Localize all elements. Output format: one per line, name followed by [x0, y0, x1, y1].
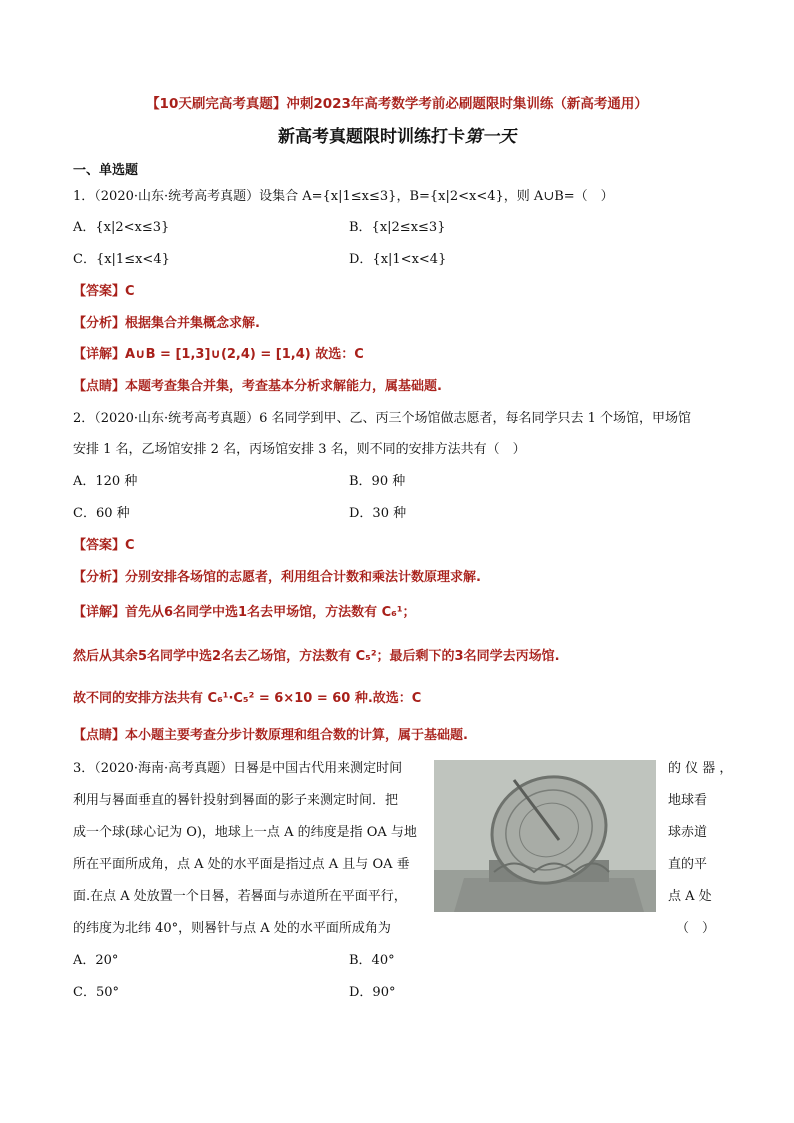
q3-option-d: D．90°: [349, 985, 396, 1000]
q2-analysis: 【分析】分别安排各场馆的志愿者，利用组合计数和乘法计数原理求解.: [73, 570, 481, 585]
q3-line5: 面.在点 A 处放置一个日晷，若晷面与赤道所在平面平行，: [73, 889, 407, 904]
q3-line2-right: 地球看: [668, 793, 708, 808]
q3-option-c: C．50°: [73, 985, 119, 1000]
q3-line5-right: 点 A 处: [668, 889, 712, 904]
q1-analysis: 【分析】根据集合并集概念求解.: [73, 316, 260, 331]
page-title: [0, 128, 794, 146]
q3-line3-right: 球赤道: [668, 825, 708, 840]
sundial-photo: [434, 760, 656, 912]
q3-line4: 所在平面所成角，点 A 处的水平面是指过点 A 且与 OA 垂: [73, 857, 410, 872]
sundial-illustration: [434, 760, 656, 912]
q2-detail-line1: 【详解】首先从6名同学中选1名去甲场馆，方法数有 C₆¹；: [73, 605, 416, 620]
q2-option-d: D．30 种: [349, 506, 407, 521]
q1-option-a: A．{x|2<x≤3}: [73, 220, 170, 235]
q1-stem: 1．（2020·山东·统考高考真题）设集合 A={x|1≤x≤3}，B={x|2<x<4}，则 A∪B=（ ）: [73, 189, 614, 204]
q1-answer: 【答案】C: [73, 284, 135, 299]
q2-stem-line1: 2．（2020·山东·统考高考真题）6 名同学到甲、乙、丙三个场馆做志愿者，每名同学只去 1 个场馆，甲场馆: [73, 411, 692, 426]
q1-option-d: D．{x|1<x<4}: [349, 252, 447, 267]
q2-detail-line3: 故不同的安排方法共有 C₆¹·C₅² = 6×10 = 60 种.故选：C: [73, 691, 422, 706]
q2-comment: 【点睛】本小题主要考查分步计数原理和组合数的计算，属于基础题.: [73, 728, 468, 743]
q2-stem-line2: 安排 1 名，乙场馆安排 2 名，丙场馆安排 3 名，则不同的安排方法共有（ ）: [73, 442, 526, 457]
q1-comment: 【点睛】本题考查集合并集，考查基本分析求解能力，属基础题.: [73, 379, 442, 394]
section-heading: 一、单选题: [73, 163, 139, 178]
q2-option-c: C．60 种: [73, 506, 130, 521]
q1-option-c: C．{x|1≤x<4}: [73, 252, 170, 267]
q2-answer: 【答案】C: [73, 538, 135, 553]
q2-detail-line2: 然后从其余5名同学中选2名去乙场馆，方法数有 C₅²；最后剩下的3名同学去丙场馆.: [73, 649, 560, 664]
q2-option-a: A．120 种: [73, 474, 138, 489]
q3-line2: 利用与晷面垂直的晷针投射到晷面的影子来测定时间．把: [73, 793, 399, 808]
q1-option-b: B．{x|2≤x≤3}: [349, 220, 446, 235]
q3-line4-right: 直的平: [668, 857, 708, 872]
title-main: 新高考真题限时训练打卡: [278, 127, 465, 147]
q1-detail: 【详解】A∪B = [1,3]∪(2,4) = [1,4) 故选：C: [73, 347, 364, 362]
document-header: 【10天刷完高考真题】冲刺2023年高考数学考前必刷题限时集训练（新高考通用）: [146, 96, 648, 112]
q3-line1-right: 的 仪 器 ，: [668, 761, 733, 776]
q3-line1: 3．（2020·海南·高考真题）日晷是中国古代用来测定时间: [73, 761, 403, 776]
q3-line6: 的纬度为北纬 40°，则晷针与点 A 处的水平面所成角为: [73, 921, 391, 936]
q2-option-b: B．90 种: [349, 474, 406, 489]
q3-option-a: A．20°: [73, 953, 119, 968]
q3-line3: 成一个球(球心记为 O)，地球上一点 A 的纬度是指 OA 与地: [73, 825, 417, 840]
q3-option-b: B．40°: [349, 953, 395, 968]
title-italic: 第一天: [465, 127, 516, 147]
q3-line6-right: （ ）: [676, 921, 716, 936]
